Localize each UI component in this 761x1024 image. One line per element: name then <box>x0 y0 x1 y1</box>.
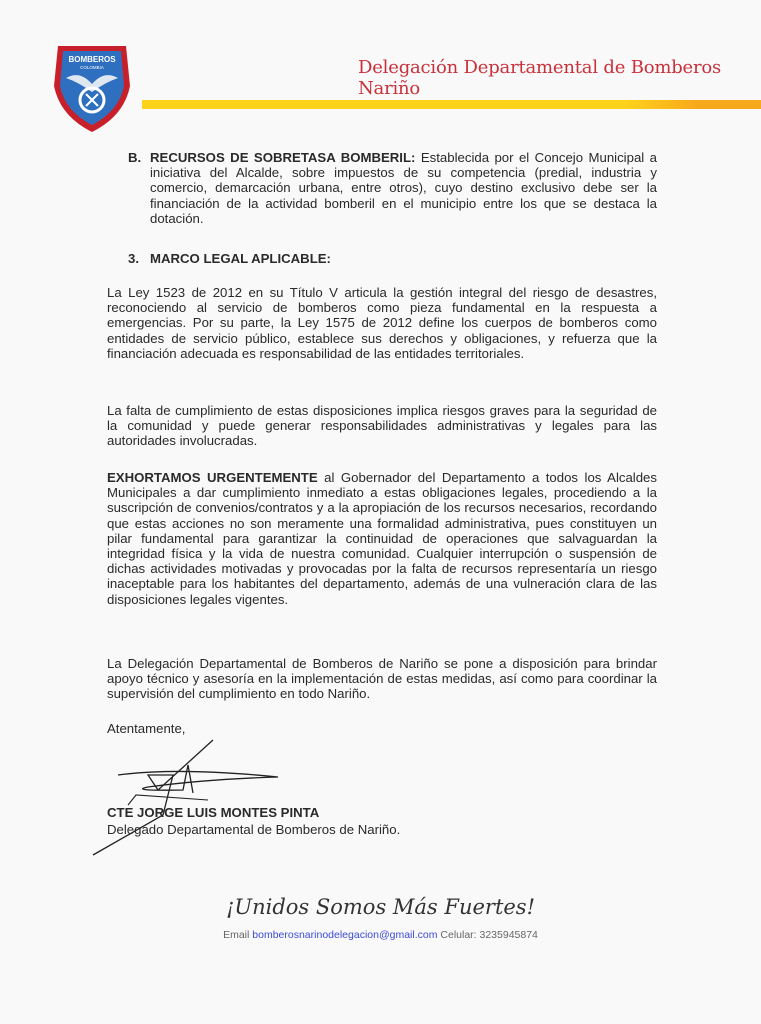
closing: Atentamente, <box>107 721 186 736</box>
organization-title: Delegación Departamental de Bomberos Nariño <box>358 57 722 99</box>
paragraph-legal-framework: La Ley 1523 de 2012 en su Título V articula la gestión integral del riesgo de desastres, reconociendo al servicio de bomberos como pieza fundamental en la respuesta a emergencias. Por su parte, la Ley 1575 de 2012 define los cuerpos de bomberos como entidades de servicio público, establece sus derechos y obligaciones, y refuerza que la financiación adecuada es responsabilidad de las entidades territoriales. <box>107 285 657 361</box>
item-b-paragraph <box>128 150 657 226</box>
item-b-label: B. <box>128 150 142 165</box>
paragraph-risks: La falta de cumplimiento de estas disposiciones implica riesgos graves para la seguridad de la comunidad y puede generar responsabilidades administrativas y legales para las autoridades involucradas. <box>107 403 657 449</box>
item-b-title: RECURSOS DE SOBRETASA BOMBERIL: <box>150 150 416 165</box>
phone-label: Celular: <box>440 929 477 941</box>
bomberos-logo <box>50 38 134 134</box>
section-3-heading <box>128 251 331 266</box>
exhortation-bold: EXHORTAMOS URGENTEMENTE <box>107 470 318 485</box>
signer-role: Delegado Departamental de Bomberos de Nariño. <box>107 822 401 837</box>
svg-text:COLOMBIA: COLOMBIA <box>80 65 104 70</box>
footer-motto: ¡Unidos Somos Más Fuertes! <box>225 895 536 919</box>
header-divider <box>142 100 761 109</box>
item-b-text: Establecida por el Concejo Municipal a iniciativa del Alcalde, sobre impuestos de su competencia (predial, industria y comercio, demarcación urbana, entre otros), cuyo destino exclusivo debe ser la financiación de la actividad bomberil en el municipio entre los que se destaca la dotación. <box>150 150 657 226</box>
footer-contact <box>0 929 761 941</box>
paragraph-offer-support: La Delegación Departamental de Bomberos de Nariño se pone a disposición para brindar apoyo técnico y asesoría en la implementación de estas medidas, así como para coordinar la supervisión del cumplimiento en todo Nariño. <box>107 656 657 702</box>
svg-text:BOMBEROS: BOMBEROS <box>68 55 116 64</box>
handwritten-signature <box>88 735 298 860</box>
phone-number: 3235945874 <box>479 929 538 941</box>
email-link[interactable]: bomberosnarinodelegacion@gmail.com <box>252 929 438 941</box>
paragraph-exhortation <box>107 470 657 607</box>
section-title: MARCO LEGAL APLICABLE: <box>150 251 331 266</box>
signer-name: CTE JORGE LUIS MONTES PINTA <box>107 805 320 820</box>
email-label: Email <box>223 929 250 941</box>
section-number: 3. <box>128 251 139 266</box>
exhortation-text: al Gobernador del Departamento a todos los Alcaldes Municipales a dar cumplimiento inmediato a estas obligaciones legales, procediendo a la suscripción de convenios/contratos y a la apropiación de los recursos necesarios, recordando que estas acciones no son meramente una formalidad administrativa, pues constituyen un pilar fundamental para garantizar la continuidad de operaciones que salvaguardan la integridad física y la vida de nuestra comunidad. Cualquier interrupción o suspensión de dichas actividades motivadas y provocadas por la falta de recursos representaría un riesgo inaceptable para los habitantes del departamento, además de una vulneración clara de las disposiciones legales vigentes. <box>107 470 657 607</box>
